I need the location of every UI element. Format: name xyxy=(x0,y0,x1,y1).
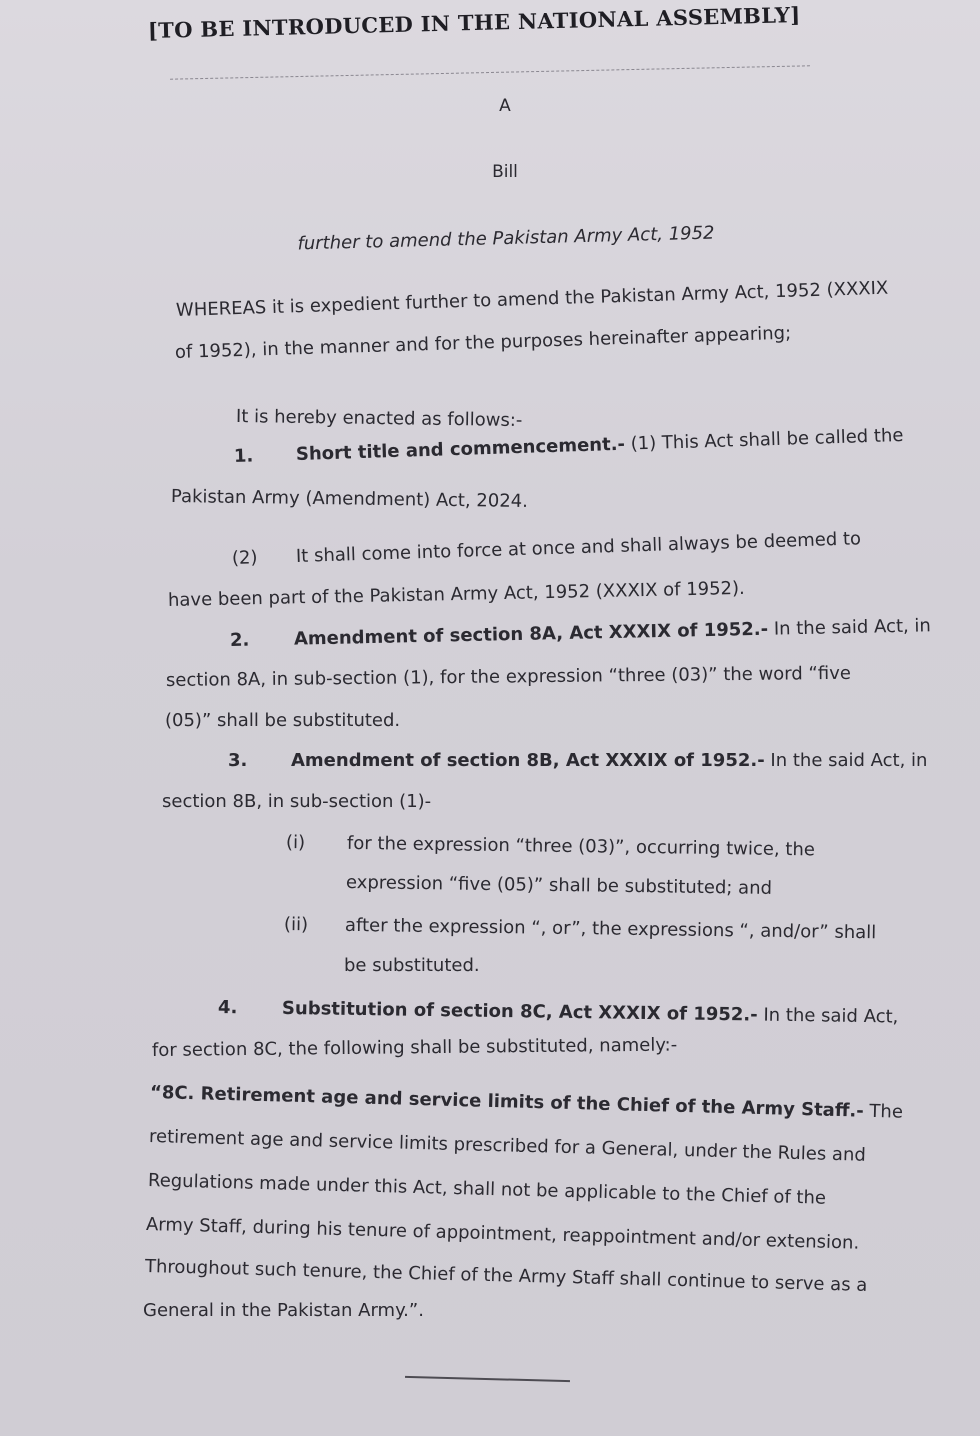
clause-i-text: for the expression “three (03)”, occurring twice, the xyxy=(346,832,816,861)
section-3-number: 3. xyxy=(228,750,248,771)
section-1-sub-2-line-1 xyxy=(232,528,862,570)
preamble-line-2: of 1952), in the manner and for the purposes hereinafter appearing; xyxy=(174,322,792,363)
new-section-8c-line-1 xyxy=(150,1082,903,1124)
section-1-line-2: Pakistan Army (Amendment) Act, 2024. xyxy=(170,486,529,512)
clause-ii-text: after the expression “, or”, the expressions “, and/or” shall xyxy=(344,914,877,944)
bill-article: A xyxy=(499,96,511,116)
preamble-line-1: WHEREAS it is expedient further to amend the Pakistan Army Act, 1952 (XXXIX xyxy=(175,277,889,321)
section-3-clause-i-line-1 xyxy=(286,832,815,861)
section-2-line-1 xyxy=(230,615,931,652)
section-3-clause-i-line-2: expression “five (05)” shall be substituted; and xyxy=(345,872,773,899)
section-1-sub-2-line-2: have been part of the Pakistan Army Act, 1952 (XXXIX of 1952). xyxy=(167,577,745,611)
end-divider xyxy=(405,1376,570,1382)
new-section-8c-line-3: Regulations made under this Act, shall not be applicable to the Chief of the xyxy=(147,1170,827,1209)
section-4-line-2: for section 8C, the following shall be substituted, namely:- xyxy=(151,1034,678,1061)
section-2-line-3: (05)” shall be substituted. xyxy=(165,710,401,731)
section-1-line-1 xyxy=(234,425,904,468)
section-4-text: In the said Act, xyxy=(757,1004,899,1028)
section-3-clause-ii-line-2: be substituted. xyxy=(344,955,480,976)
new-section-8c-text: The xyxy=(863,1100,904,1123)
clause-ii-number: (ii) xyxy=(283,914,309,936)
enacting-clause: It is hereby enacted as follows:- xyxy=(235,406,523,431)
new-section-8c-line-4: Army Staff, during his tenure of appointment, reappointment and/or extension. xyxy=(145,1214,860,1254)
section-3-clause-ii-line-1 xyxy=(284,914,877,944)
section-1-heading: Short title and commencement.- xyxy=(295,433,626,466)
section-3-line-2: section 8B, in sub-section (1)- xyxy=(162,791,432,812)
section-4-heading: Substitution of section 8C, Act XXXIX of 1952.- xyxy=(281,997,758,1026)
header-divider xyxy=(170,65,810,79)
new-section-8c-heading: “8C. Retirement age and service limits of the Chief of the Army Staff.- xyxy=(149,1082,864,1122)
clause-i-number: (i) xyxy=(285,832,306,854)
section-2-line-2: section 8A, in sub-section (1), for the expression “three (03)” the word “five xyxy=(165,662,851,691)
section-4-line-1 xyxy=(218,997,899,1028)
section-1-number: 1. xyxy=(233,445,254,467)
section-1-sub-2-text: It shall come into force at once and shall always be deemed to xyxy=(295,528,862,567)
section-1-sub-2-number: (2) xyxy=(231,547,258,569)
document-header: [TO BE INTRODUCED IN THE NATIONAL ASSEMBLY] xyxy=(147,2,801,43)
section-2-text: In the said Act, in xyxy=(767,615,932,640)
section-3-text: In the said Act, in xyxy=(764,750,928,771)
new-section-8c-line-5: Throughout such tenure, the Chief of the Army Staff shall continue to serve as a xyxy=(144,1256,868,1296)
section-3-heading: Amendment of section 8B, Act XXXIX of 1952.- xyxy=(291,750,765,771)
new-section-8c-line-6: General in the Pakistan Army.”. xyxy=(143,1300,424,1321)
section-2-number: 2. xyxy=(229,629,250,651)
bill-label: Bill xyxy=(492,162,518,182)
bill-subtitle: further to amend the Pakistan Army Act, 1952 xyxy=(297,222,715,255)
section-2-heading: Amendment of section 8A, Act XXXIX of 1952.- xyxy=(293,618,769,650)
new-section-8c-line-2: retirement age and service limits prescribed for a General, under the Rules and xyxy=(148,1126,867,1166)
section-3-line-1 xyxy=(228,750,927,772)
section-4-number: 4. xyxy=(217,997,238,1019)
section-1-text: (1) This Act shall be called the xyxy=(624,424,904,455)
